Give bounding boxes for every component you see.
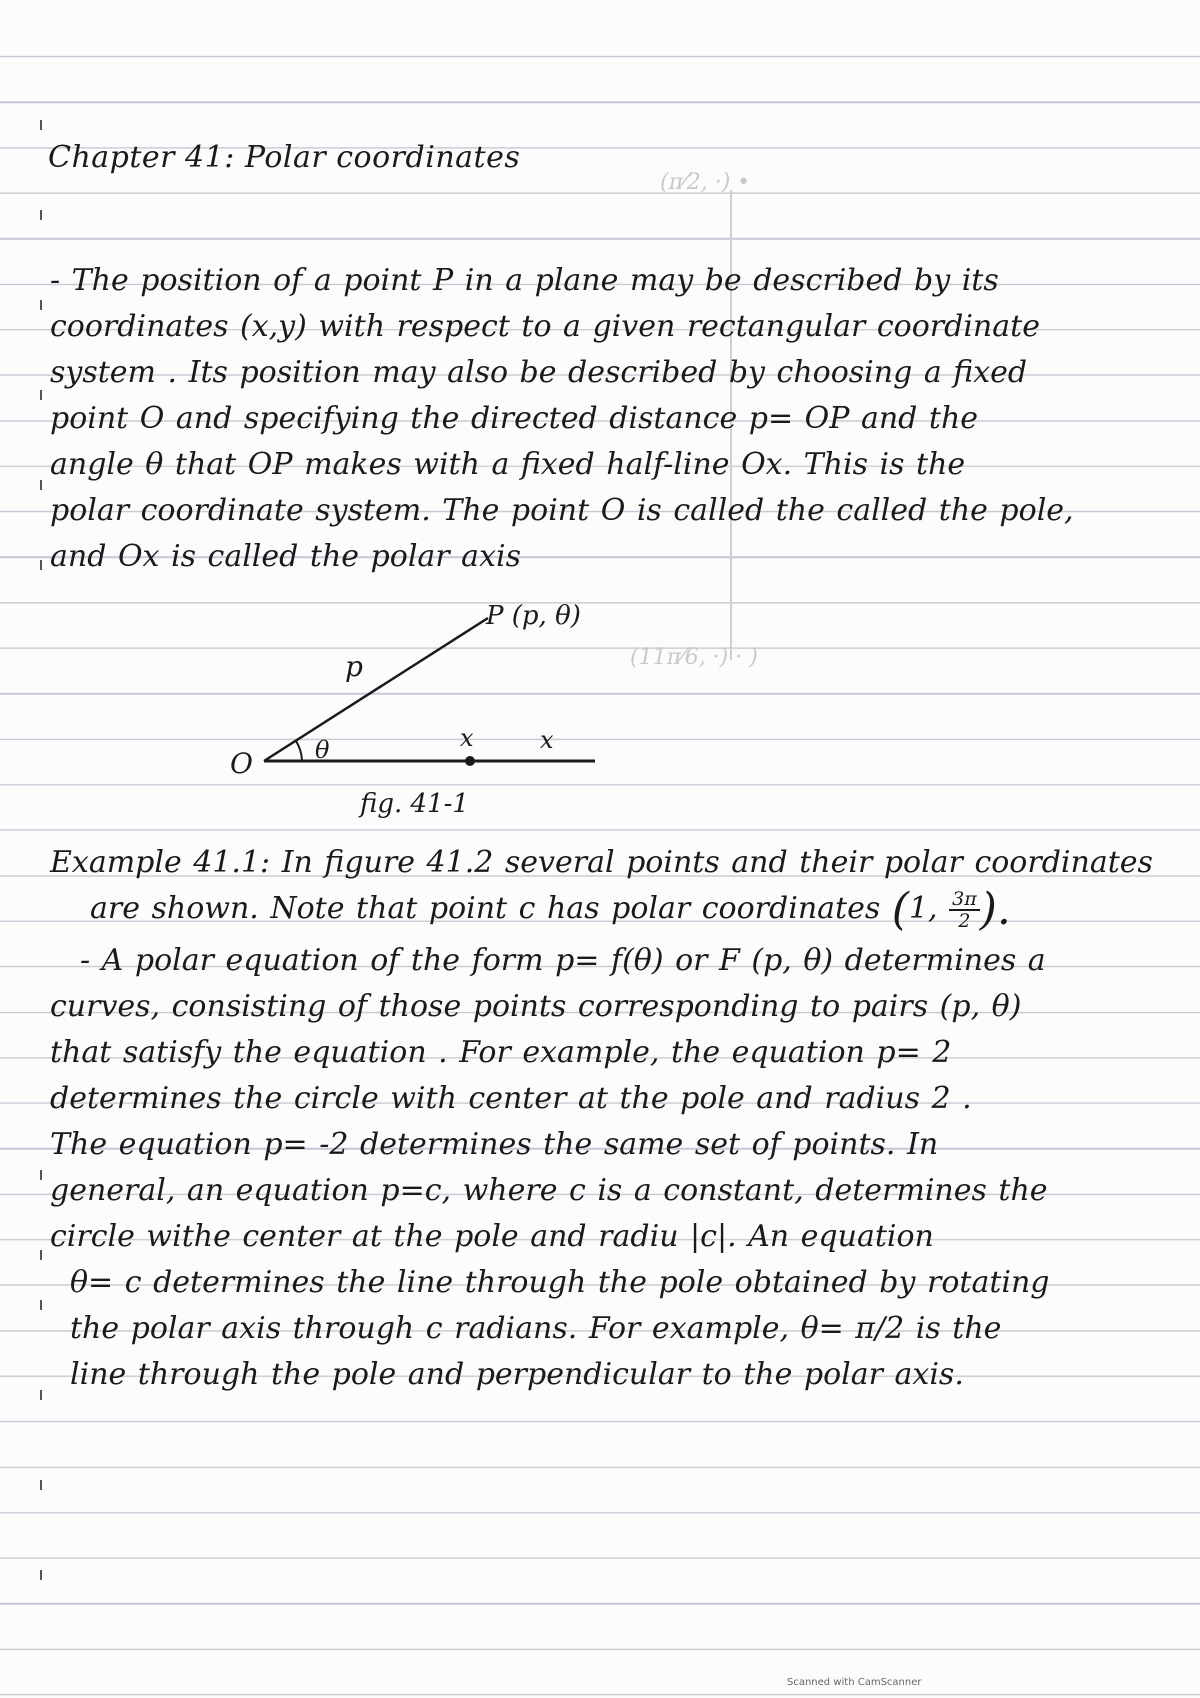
bleed-through-mark: (π⁄2, ·) •	[660, 170, 751, 195]
label-p-point: P (p, θ)	[486, 601, 581, 631]
example-line: Example 41.1: In figure 41.2 several points and their polar coordinates	[50, 845, 1153, 880]
polar-axis-figure	[230, 580, 650, 840]
fraction-numerator: 3π	[949, 889, 980, 911]
coord-first: 1,	[908, 891, 938, 926]
label-o: O	[230, 747, 253, 780]
figure-caption: fig. 41-1	[360, 789, 469, 819]
text-line: curves, consisting of those points corresponding to pairs (p, θ)	[50, 989, 1022, 1024]
intro-paragraph	[50, 258, 1160, 580]
equation-paragraph	[50, 938, 1160, 1398]
text-line: system . Its position may also be described by choosing a fixed	[50, 355, 1028, 390]
text-line: coordinates (x,y) with respect to a given rectangular coordinate	[50, 309, 1040, 344]
margin-binding-marks	[40, 0, 46, 1698]
text-line: The equation p= -2 determines the same set of points. In	[50, 1127, 939, 1162]
fraction	[949, 889, 980, 931]
text-line: circle withe center at the pole and radiu |c|. An equation	[50, 1219, 934, 1254]
angle-arc	[296, 741, 302, 761]
example-text: are shown. Note that point c has polar coordinates	[90, 891, 881, 926]
text-line: the polar axis through c radians. For example, θ= π/2 is the	[70, 1311, 1002, 1346]
fraction-denominator: 2	[958, 910, 971, 932]
text-line: that satisfy the equation . For example, the equation p= 2	[50, 1035, 952, 1070]
example-line	[50, 884, 1160, 935]
label-x-end: x	[540, 726, 554, 754]
text-line: general, an equation p=c, where c is a constant, determines the	[50, 1173, 1048, 1208]
text-line: point O and specifying the directed distance p= OP and the	[50, 401, 979, 436]
label-x-mid: x	[460, 724, 474, 752]
label-rho: p	[345, 650, 363, 683]
text-line: - The position of a point P in a plane may be described by its	[50, 263, 999, 298]
label-theta: θ	[315, 736, 330, 764]
close-paren: ).	[979, 884, 1011, 935]
text-line: θ= c determines the line through the pole obtained by rotating	[70, 1265, 1050, 1300]
text-line: - A polar equation of the form p= f(θ) or F (p, θ) determines a	[80, 943, 1046, 978]
bleed-through-mark: (11π⁄6, ·) · )	[630, 645, 758, 670]
page-title: Chapter 41: Polar coordinates	[48, 140, 521, 175]
scanner-watermark: Scanned with CamScanner	[787, 1677, 922, 1688]
example-paragraph	[50, 840, 1160, 935]
text-line: line through the pole and perpendicular to the polar axis.	[70, 1357, 964, 1392]
text-line: determines the circle with center at the pole and radius 2 .	[50, 1081, 972, 1116]
text-line: and Ox is called the polar axis	[50, 539, 521, 574]
text-line: angle θ that OP makes with a fixed half-line Ox. This is the	[50, 447, 966, 482]
text-line: polar coordinate system. The point O is called the called the pole,	[50, 493, 1074, 528]
radius-line-op	[264, 618, 488, 761]
point-dot	[465, 756, 475, 766]
open-paren: (	[891, 884, 909, 935]
